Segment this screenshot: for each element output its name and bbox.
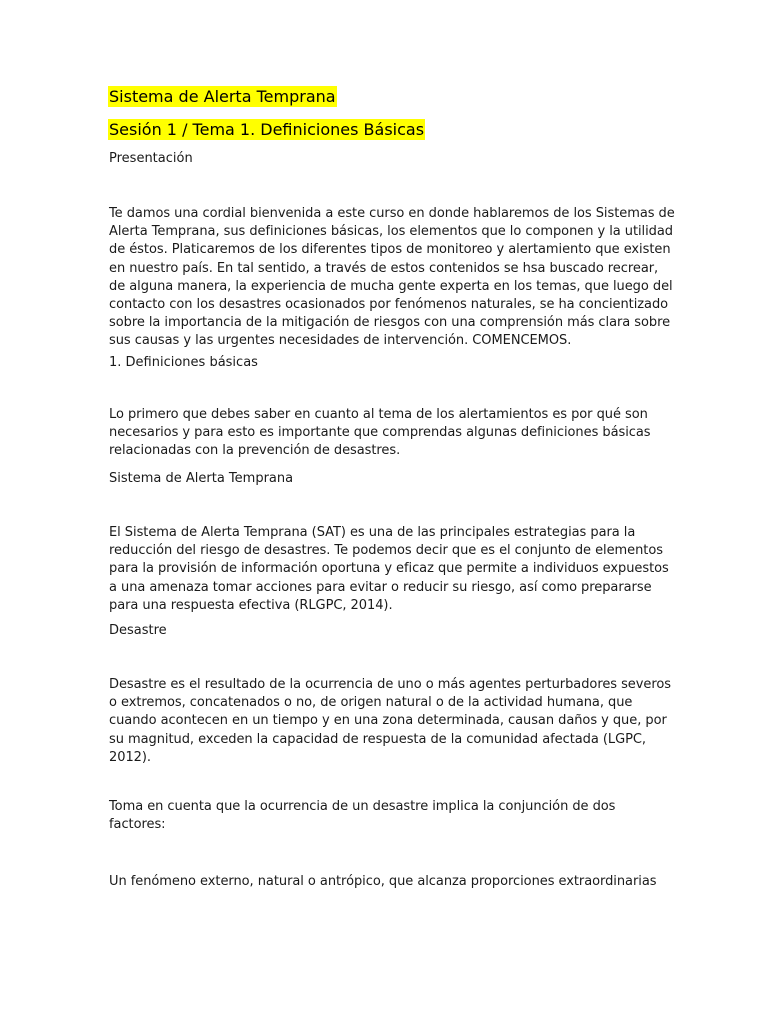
document-subtitle: Sesión 1 / Tema 1. Definiciones Básicas	[109, 120, 425, 139]
intro-paragraph	[109, 205, 675, 351]
paragraph-line: 2012).	[109, 749, 151, 765]
paragraph-line: sus causas y las urgentes necesidades de intervención. COMENCEMOS.	[109, 333, 572, 349]
paragraph-line: a una amenaza tomar acciones para evitar o reducir su riesgo, así como prepararse	[109, 579, 652, 595]
paragraph-line: Desastre es el resultado de la ocurrencia de uno o más agentes perturbadores severos	[109, 677, 671, 692]
paragraph-line: Te damos una cordial bienvenida a este curso en donde hablaremos de los Sistemas de	[109, 206, 675, 221]
paragraph-line: su magnitud, exceden la capacidad de respuesta de la comunidad afectada (LGPC,	[109, 731, 646, 747]
paragraph-line: en nuestro país. En tal sentido, a través de estos contenidos se hsa buscado recrear,	[109, 260, 659, 276]
paragraph-line: reducción del riesgo de desastres. Te podemos decir que es el conjunto de elementos	[109, 543, 663, 559]
paragraph-line: contacto con los desastres ocasionados por fenómenos naturales, se ha concientizado	[109, 297, 669, 313]
desastre-heading: Desastre	[109, 623, 167, 638]
presentacion-heading: Presentación	[109, 151, 193, 166]
paragraph-line: factores:	[109, 817, 166, 833]
paragraph-line: El Sistema de Alerta Temprana (SAT) es una de las principales estrategias para la	[109, 525, 636, 540]
paragraph-line: cuando acontecen en un tiempo y en una zona determinada, causan daños y que, por	[109, 713, 667, 729]
definiciones-heading: 1. Definiciones básicas	[109, 355, 258, 370]
paragraph-line: de alguna manera, la experiencia de mucha gente experta en los temas, que luego del	[109, 278, 673, 294]
paragraph-line: necesarios y para esto es importante que comprendas algunas definiciones básicas	[109, 425, 651, 441]
paragraph-line: relacionadas con la prevención de desastres.	[109, 443, 401, 459]
paragraph-line: Toma en cuenta que la ocurrencia de un desastre implica la conjunción de dos	[109, 799, 616, 814]
paragraph-line: de éstos. Platicaremos de los diferentes tipos de monitoreo y alertamiento que existen	[109, 242, 671, 258]
document-title: Sistema de Alerta Temprana	[109, 87, 336, 106]
paragraph-line: Lo primero que debes saber en cuanto al tema de los alertamientos es por qué son	[109, 407, 648, 422]
factores-paragraph	[109, 798, 631, 834]
sat-paragraph	[109, 524, 669, 615]
fenomeno-paragraph	[109, 873, 657, 891]
paragraph-line: o extremos, concatenados o no, de origen natural o de la actividad humana, que	[109, 695, 633, 711]
sat-heading: Sistema de Alerta Temprana	[109, 471, 294, 486]
paragraph-line: para la provisión de información oportuna y eficaz que permite a individuos expuestos	[109, 561, 669, 577]
paragraph-line: Un fenómeno externo, natural o antrópico, que alcanza proporciones extraordinarias	[109, 874, 657, 889]
paragraph-line: Alerta Temprana, sus definiciones básicas, los elementos que lo componen y la utilidad	[109, 224, 674, 240]
paragraph-line: sobre la importancia de la mitigación de riesgos con una comprensión más clara sobre	[109, 315, 671, 331]
definiciones-paragraph	[109, 406, 651, 461]
desastre-paragraph	[109, 676, 671, 767]
paragraph-line: para una respuesta efectiva (RLGPC, 2014).	[109, 597, 393, 613]
